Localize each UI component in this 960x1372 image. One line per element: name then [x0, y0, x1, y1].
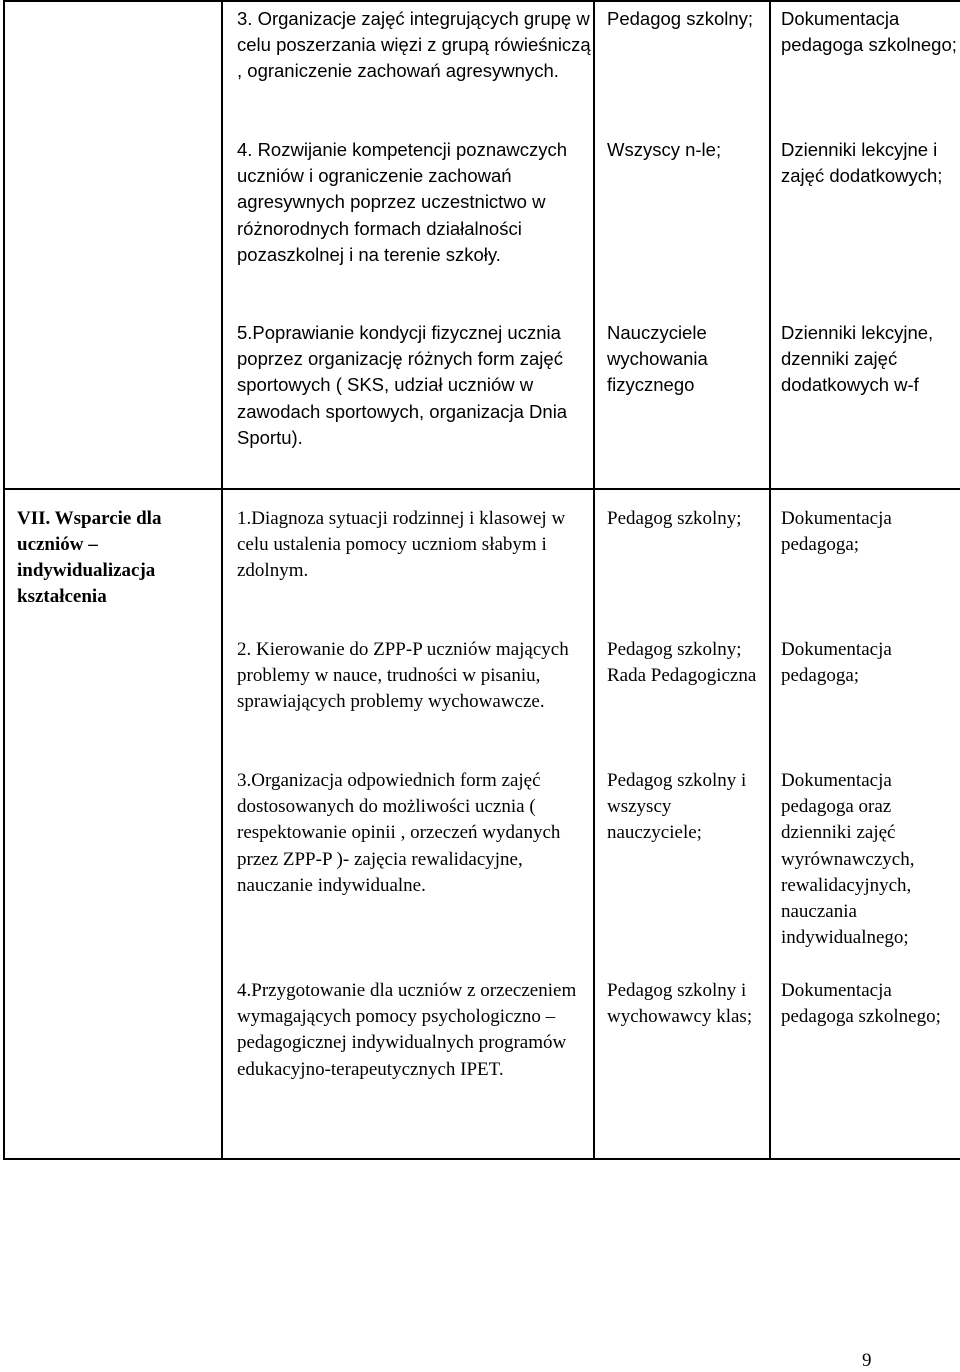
page-number: 9: [862, 1350, 872, 1371]
task-entry: 5.Poprawianie kondycji fizycznej ucznia poprzez organizację różnych form zajęć sportowych ( SKS, udział uczniów w zawodach sportowych, organizacja Dnia Sportu).: [237, 322, 568, 448]
documentation-entry: Dokumentacja pedagoga szkolnego;: [781, 8, 957, 56]
documentation-entry: Dokumentacja pedagoga;: [781, 508, 892, 556]
responsible-entry: Pedagog szkolny i wszyscy nauczyciele;: [607, 770, 747, 844]
section-cell: [4, 1, 222, 489]
section-heading: VII. Wsparcie dla uczniów – indywidualizacja kształcenia: [17, 508, 162, 607]
responsible-entry: Pedagog szkolny;: [607, 508, 742, 529]
documentation-entry: Dokumentacja pedagoga szkolnego;: [781, 980, 941, 1028]
table-row: [4, 1, 960, 489]
task-cell: [222, 489, 594, 1159]
responsible-entry: Pedagog szkolny; Rada Pedagogiczna: [607, 639, 757, 687]
responsible-entry: Nauczyciele wychowania fizycznego: [607, 322, 708, 396]
responsible-entry: Wszyscy n-le;: [607, 139, 722, 160]
documentation-entry: Dokumentacja pedagoga;: [781, 639, 892, 687]
task-entry: 3.Organizacja odpowiednich form zajęć dostosowanych do możliwości ucznia ( respektowanie opinii , orzeczeń wydanych przez ZPP-P )- zajęcia rewalidacyjne, nauczanie indywidualne.: [237, 770, 561, 896]
section-cell: [4, 489, 222, 1159]
section-heading: [5, 2, 221, 7]
responsible-entry: Pedagog szkolny;: [607, 8, 754, 29]
task-entry: 1.Diagnoza sytuacji rodzinnej i klasowej w celu ustalenia pomocy uczniom słabym i zdolnym.: [237, 508, 566, 582]
table-row: [4, 489, 960, 1159]
task-entry: 4.Przygotowanie dla uczniów z orzeczeniem wymagających pomocy psychologiczno – pedagogicznej indywidualnych programów edukacyjno-terapeutycznych IPET.: [237, 980, 577, 1080]
task-entry: 3. Organizacje zajęć integrujących grupę w celu poszerzania więzi z grupą rówieśniczą , ograniczenie zachowań agresywnych.: [237, 8, 591, 82]
task-cell: [222, 1, 594, 489]
documentation-entry: Dzienniki lekcyjne i zajęć dodatkowych;: [781, 139, 943, 187]
documentation-cell: [770, 1, 960, 489]
documentation-cell: [770, 489, 960, 1159]
task-entry: 2. Kierowanie do ZPP-P uczniów mających problemy w nauce, trudności w pisaniu, sprawiających problemy wychowawcze.: [237, 639, 569, 713]
documentation-entry: Dzienniki lekcyjne, dzenniki zajęć dodatkowych w-f: [781, 322, 934, 396]
responsible-cell: [594, 1, 770, 489]
program-table: [3, 0, 960, 1160]
responsible-cell: [594, 489, 770, 1159]
responsible-entry: Pedagog szkolny i wychowawcy klas;: [607, 980, 753, 1028]
task-entry: 4. Rozwijanie kompetencji poznawczych uczniów i ograniczenie zachowań agresywnych poprzez uczestnictwo w różnorodnych formach działalności pozaszkolnej i na terenie szkoły.: [237, 139, 568, 265]
documentation-entry: Dokumentacja pedagoga oraz dzienniki zajęć wyrównawczych, rewalidacyjnych, nauczania indywidualnego;: [781, 770, 915, 949]
